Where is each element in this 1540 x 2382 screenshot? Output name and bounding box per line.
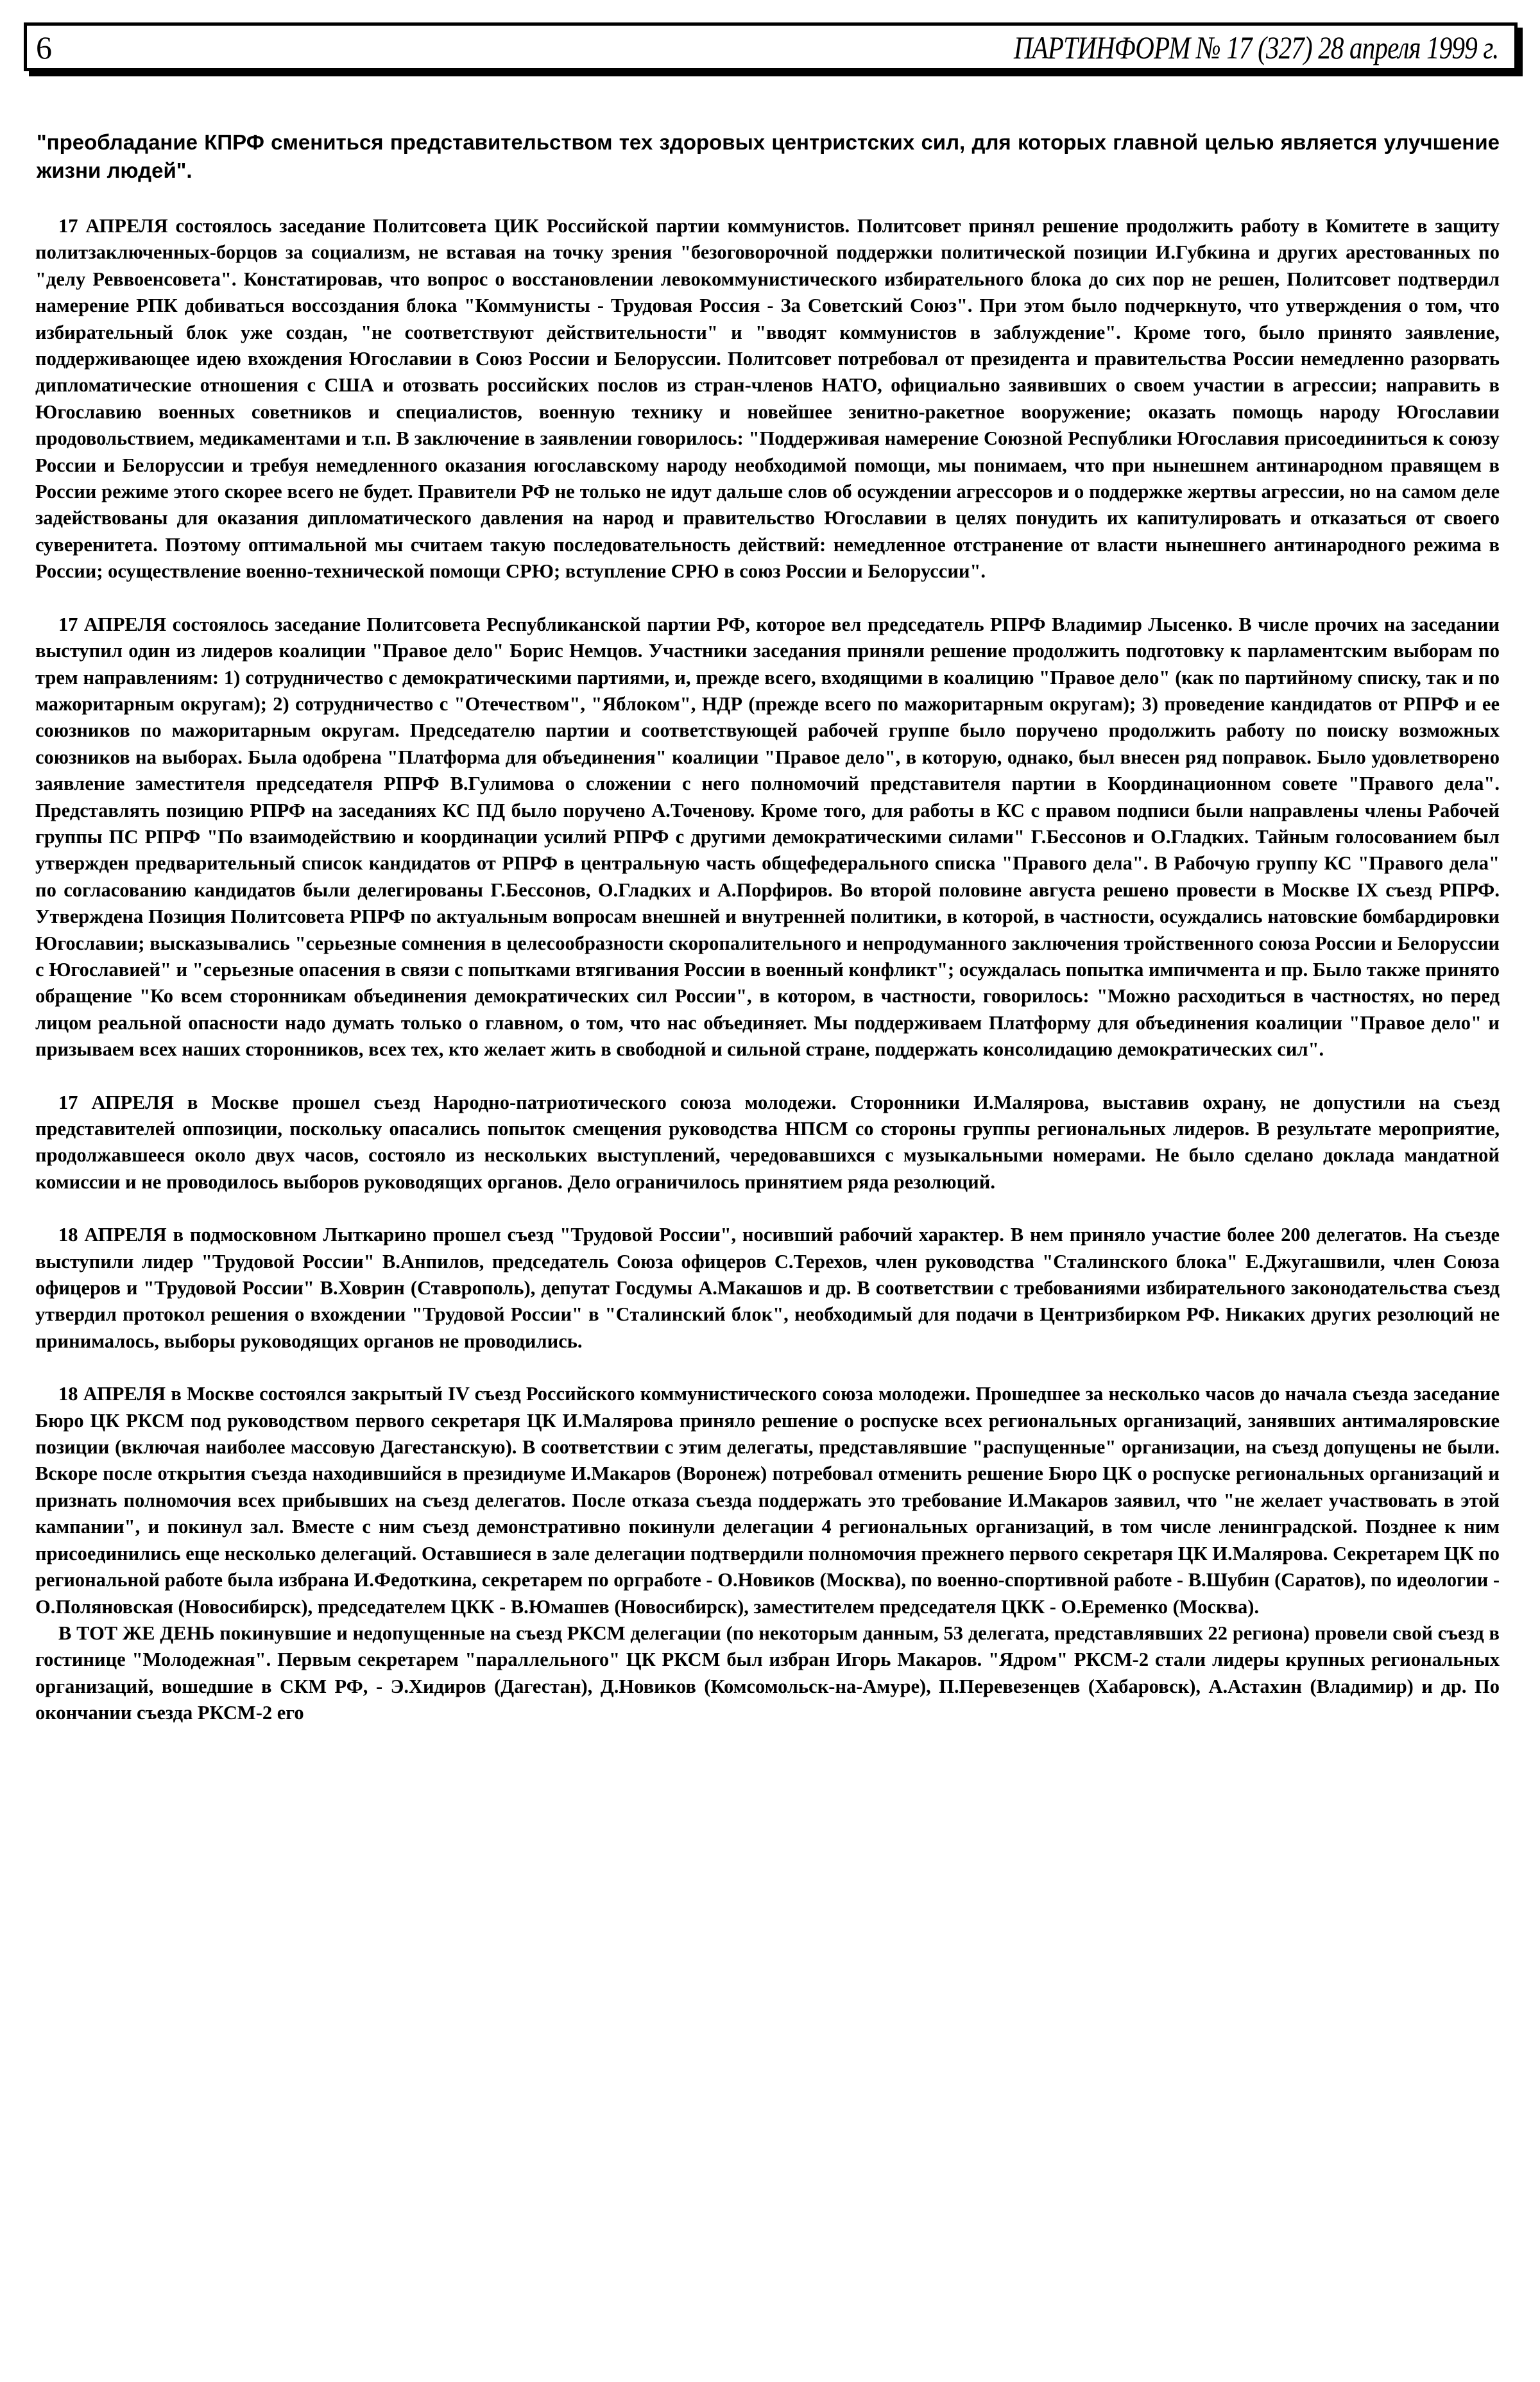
- dateline: 18 АПРЕЛЯ: [58, 1224, 167, 1246]
- issue-title: ПАРТИНФОРМ № 17 (327) 28 апреля 1999 г.: [1013, 30, 1498, 65]
- lead-quote: "преобладание КПРФ смениться представительством тех здоровых центристских сил, для которых главной целью является улучшение жизни людей".: [37, 130, 1500, 182]
- page-number: 6: [36, 30, 52, 65]
- article-text: в Москве состоялся закрытый IV съезд Российского коммунистического союза молодежи. Прошедшее за несколько часов до начала съезда заседание Бюро ЦК РКСМ под руководством первого секретаря ЦК И.Малярова приняло решение о роспуске всех региональных организаций, занявших антималяровские позиции (включая наиболее массовую Дагестанскую). В соответствии с этим делегаты, представлявшие "распущенные" организации, на съезд допущены не были. Вскоре после открытия съезда находившийся в президиуме И.Макаров (Воронеж) потребовал отменить решение Бюро ЦК о роспуске региональных организаций и признать полномочия всех прибывших на съезд делегатов. После отказа съезда поддержать это требование И.Макаров заявил, что "не желает участвовать в этой кампании", и покинул зал. Вместе с ним съезд демонстративно покинули делегации 4 региональных организаций, в том числе ленинградской. Позднее к ним присоединились еще несколько делегаций. Оставшиеся в зале делегации подтвердили полномочия прежнего первого секретаря ЦК И.Малярова. Секретарем ЦК по региональной работе была избрана И.Федоткина, секретарем по оргработе - О.Новиков (Москва), по военно-спортивной работе - В.Шубин (Саратов), по идеологии - О.Поляновская (Новосибирск), председателем ЦКК - В.Юмашев (Новосибирск), заместителем председателя ЦКК - О.Еременко (Москва).: [35, 1383, 1500, 1618]
- article-npsm-congress: [35, 1090, 1500, 1196]
- dateline: В ТОТ ЖЕ ДЕНЬ: [58, 1622, 215, 1644]
- article-text: покинувшие и недопущенные на съезд РКСМ делегации (по некоторым данным, 53 делегата, представлявших 22 региона) провели свой съезд в гостинице "Молодежная". Первым секретарем "параллельного" ЦК РКСМ был избран Игорь Макаров. "Ядром" РКСМ-2 стали лидеры крупных региональных организаций, вошедшие в СКМ РФ, - Э.Хидиров (Дагестан), Д.Новиков (Комсомольск-на-Амуре), П.Перевезенцев (Хабаровск), А.Астахин (Владимир) и др. По окончании съезда РКСМ-2 его: [35, 1622, 1500, 1724]
- dateline: 17 АПРЕЛЯ: [58, 613, 167, 635]
- dateline: 17 АПРЕЛЯ: [58, 215, 168, 237]
- article-rksm2-congress: [35, 1620, 1500, 1727]
- article-rpk-politsovet: [35, 213, 1500, 585]
- dateline: 17 АПРЕЛЯ: [58, 1091, 174, 1113]
- article-trudovaya-rossiya-congress: [35, 1222, 1500, 1355]
- article-text: в подмосковном Лыткарино прошел съезд "Трудовой России", носивший рабочий характер. В нем приняло участие более 200 делегатов. На съезде выступили лидер "Трудовой России" В.Анпилов, председатель Союза офицеров С.Терехов, член руководства "Сталинского блока" Е.Джугашвили, член Союза офицеров и "Трудовой России" В.Ховрин (Ставрополь), депутат Госдумы А.Макашов и др. В соответствии с требованиями избирательного законодательства съезд утвердил протокол решения о вхождении "Трудовой России" в "Сталинский блок", необходимый для подачи в Центризбирком РФ. Никаких других резолюций не принималось, выборы руководящих органов не проводились.: [35, 1224, 1500, 1352]
- article-rksm-congress: [35, 1381, 1500, 1620]
- article-rprf-politsovet: [35, 612, 1500, 1063]
- article-text: в Москве прошел съезд Народно-патриотического союза молодежи. Сторонники И.Малярова, выставив охрану, не допустили на съезд представителей оппозиции, поскольку опасались попыток смещения руководства НПСМ со стороны группы региональных лидеров. В результате мероприятие, продолжавшееся около двух часов, состояло из нескольких выступлений, чередовавшихся с музыкальными номерами. Не было сделано доклада мандатной комиссии и не проводилось выборов руководящих органов. Дело ограничилось принятием ряда резолюций.: [35, 1091, 1500, 1193]
- article-body: [35, 213, 1500, 1727]
- page-header: [24, 22, 1518, 71]
- article-text: состоялось заседание Политсовета ЦИК Российской партии коммунистов. Политсовет принял решение продолжить работу в Комитете в защиту политзаключенных-борцов за социализм, не вставая на точку зрения "безоговорочной поддержки политической позиции И.Губкина и других арестованных по "делу Реввоенсовета". Констатировав, что вопрос о восстановлении левокоммунистического избирательного блока до сих пор не решен, Политсовет подтвердил намерение РПК добиваться воссоздания блока "Коммунисты - Трудовая Россия - За Советский Союз". При этом было подчеркнуто, что утверждения о том, что избирательный блок уже создан, "не соответствуют действительности" и "вводят коммунистов в заблуждение". Кроме того, было принято заявление, поддерживающее идею вхождения Югославии в Союз России и Белоруссии. Политсовет потребовал от президента и правительства России немедленно разорвать дипломатические отношения с США и отозвать российских послов из стран-членов НАТО, официально заявивших о своем участии в агрессии; направить в Югославию военных советников и специалистов, военную технику и новейшее зенитно-ракетное вооружение; оказать помощь народу Югославии продовольствием, медикаментами и т.п. В заключение в заявлении говорилось: "Поддерживая намерение Союзной Республики Югославия присоединиться к союзу России и Белоруссии и требуя немедленного оказания югославскому народу необходимой помощи, мы понимаем, что при нынешнем антинародном правящем в России режиме этого скорее всего не будет. Правители РФ не только не идут дальше слов об осуждении агрессоров и о поддержке жертвы агрессии, но на самом деле задействованы для оказания дипломатического давления на народ и правительство Югославии в целях понудить их капитулировать и отказаться от своего суверенитета. Поэтому оптимальной мы считаем такую последовательность действий: немедленное отстранение от власти нынешнего антинародного режима в России; осуществление военно-технической помощи СРЮ; вступление СРЮ в союз России и Белоруссии".: [35, 215, 1500, 583]
- article-text: состоялось заседание Политсовета Республиканской партии РФ, которое вел председатель РПРФ Владимир Лысенко. В числе прочих на заседании выступил один из лидеров коалиции "Правое дело" Борис Немцов. Участники заседания приняли решение продолжить подготовку к парламентским выборам по трем направлениям: 1) сотрудничество с демократическими партиями, и, прежде всего, входящими в коалицию "Правое дело" (как по партийному списку, так и по мажоритарным округам); 2) сотрудничество с "Отечеством", "Яблоком", НДР (прежде всего по мажоритарным округам); 3) проведение кандидатов от РПРФ и ее союзников по мажоритарным округам. Председателю партии и соответствующей рабочей группе было поручено продолжить работу по поиску возможных союзников на выборах. Была одобрена "Платформа для объединения" коалиции "Правое дело", в которую, однако, был внесен ряд поправок. Было удовлетворено заявление заместителя председателя РПРФ В.Гулимова о сложении с него полномочий представителя партии в Координационном совете "Правого дела". Представлять позицию РПРФ на заседаниях КС ПД было поручено А.Точенову. Кроме того, для работы в КС с правом подписи были направлены члены Рабочей группы ПС РПРФ "По взаимодействию и координации усилий РПРФ с другими демократическими силами" Г.Бессонов и О.Гладких. Тайным голосованием был утвержден предварительный список кандидатов от РПРФ в центральную часть общефедерального списка "Правого дела". В Рабочую группу КС "Правого дела" по согласованию кандидатов были делегированы Г.Бессонов, О.Гладких и А.Порфиров. Во второй половине августа решено провести в Москве IX съезд РПРФ. Утверждена Позиция Политсовета РПРФ по актуальным вопросам внешней и внутренней политики, в которой, в частности, осуждались натовские бомбардировки Югославии; высказывались "серьезные сомнения в целесообразности скоропалительного и непродуманного заключения тройственного союза России и Белоруссии с Югославией" и "серьезные опасения в связи с попытками втягивания России в военный конфликт"; осуждалась попытка импичмента и пр. Было также принято обращение "Ко всем сторонникам объединения демократических сил России", в котором, в частности, говорилось: "Можно расходиться в частностях, но перед лицом реальной опасности надо думать только о главном, о том, что нас объединяет. Мы поддерживаем Платформу для объединения коалиции "Правое дело" и призываем всех наших сторонников, всех тех, кто желает жить в свободной и сильной стране, поддержать консолидацию демократических сил".: [35, 613, 1500, 1061]
- dateline: 18 АПРЕЛЯ: [58, 1383, 166, 1405]
